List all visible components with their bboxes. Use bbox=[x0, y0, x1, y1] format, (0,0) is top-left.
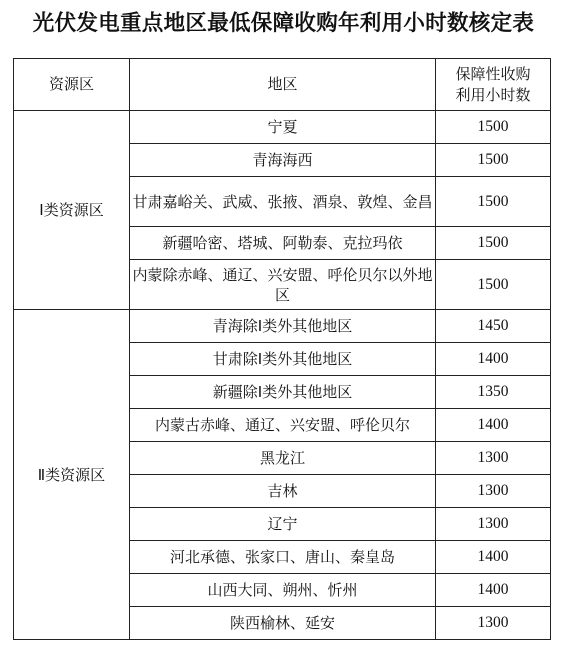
region-cell: 河北承德、张家口、唐山、秦皇岛 bbox=[130, 541, 436, 574]
hours-cell: 1300 bbox=[436, 607, 551, 640]
region-cell: 甘肃嘉峪关、武威、张掖、酒泉、敦煌、金昌 bbox=[130, 177, 436, 227]
hours-cell: 1400 bbox=[436, 574, 551, 607]
region-cell: 内蒙除赤峰、通辽、兴安盟、呼伦贝尔以外地区 bbox=[130, 260, 436, 310]
region-cell: 黑龙江 bbox=[130, 442, 436, 475]
hours-cell: 1500 bbox=[436, 144, 551, 177]
hours-cell: 1400 bbox=[436, 541, 551, 574]
zone-group-cell: Ⅰ类资源区 bbox=[14, 111, 130, 310]
hours-cell: 1500 bbox=[436, 177, 551, 227]
hours-table bbox=[13, 58, 551, 640]
region-cell: 甘肃除Ⅰ类外其他地区 bbox=[130, 343, 436, 376]
region-cell: 新疆哈密、塔城、阿勒泰、克拉玛依 bbox=[130, 227, 436, 260]
hours-cell: 1400 bbox=[436, 343, 551, 376]
header-hours bbox=[436, 59, 551, 111]
header-hours-line2: 利用小时数 bbox=[455, 85, 531, 104]
hours-cell: 1300 bbox=[436, 442, 551, 475]
region-cell: 青海海西 bbox=[130, 144, 436, 177]
hours-cell: 1500 bbox=[436, 260, 551, 310]
hours-cell: 1300 bbox=[436, 508, 551, 541]
region-cell: 辽宁 bbox=[130, 508, 436, 541]
table-row bbox=[14, 111, 551, 144]
hours-cell: 1350 bbox=[436, 376, 551, 409]
hours-cell: 1450 bbox=[436, 310, 551, 343]
region-cell: 山西大同、朔州、忻州 bbox=[130, 574, 436, 607]
table-body bbox=[14, 111, 551, 640]
region-cell: 青海除Ⅰ类外其他地区 bbox=[130, 310, 436, 343]
region-cell: 吉林 bbox=[130, 475, 436, 508]
zone-group-cell: Ⅱ类资源区 bbox=[14, 310, 130, 640]
table-header-row bbox=[14, 59, 551, 111]
page-title: 光伏发电重点地区最低保障收购年利用小时数核定表 bbox=[32, 11, 535, 36]
table-row bbox=[14, 310, 551, 343]
hours-cell: 1400 bbox=[436, 409, 551, 442]
region-cell: 陕西榆林、延安 bbox=[130, 607, 436, 640]
region-cell: 内蒙古赤峰、通辽、兴安盟、呼伦贝尔 bbox=[130, 409, 436, 442]
header-region: 地区 bbox=[130, 59, 436, 111]
header-hours-line1: 保障性收购 bbox=[455, 64, 531, 83]
region-cell: 新疆除Ⅰ类外其他地区 bbox=[130, 376, 436, 409]
hours-cell: 1500 bbox=[436, 227, 551, 260]
header-zone: 资源区 bbox=[14, 59, 130, 111]
region-cell: 宁夏 bbox=[130, 111, 436, 144]
hours-cell: 1500 bbox=[436, 111, 551, 144]
hours-cell: 1300 bbox=[436, 475, 551, 508]
